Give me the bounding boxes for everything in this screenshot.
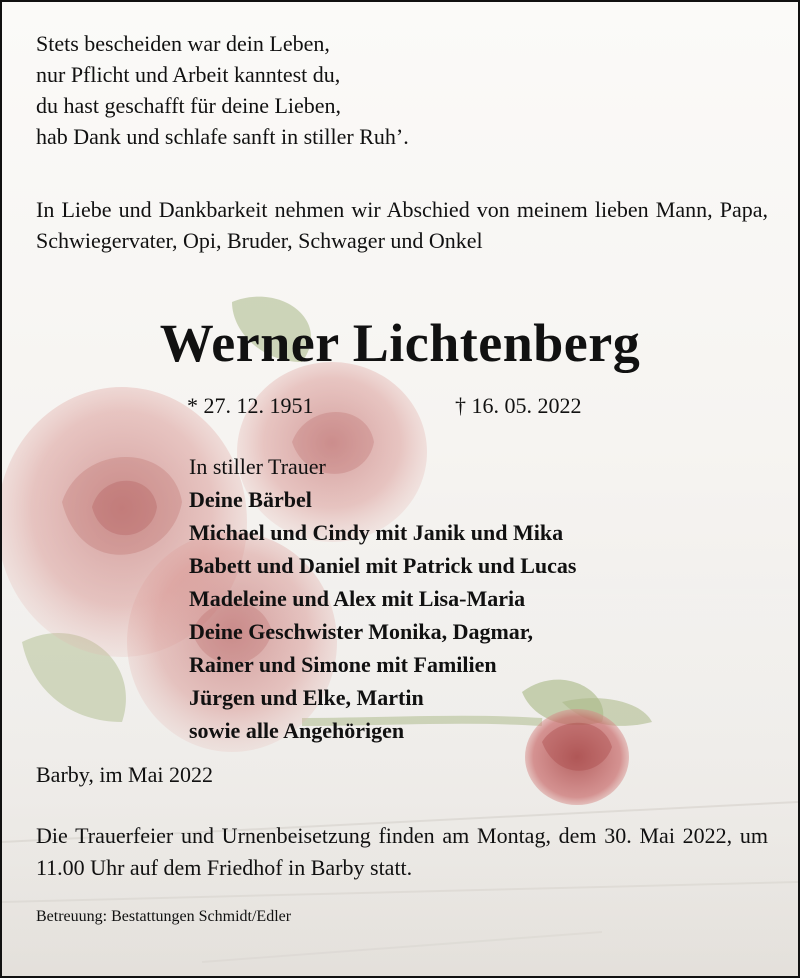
mourner-line: sowie alle Angehörigen <box>189 718 405 743</box>
mourner-line: Madeleine und Alex mit Lisa-Maria <box>189 586 526 611</box>
mourner-line: Babett und Daniel mit Patrick und Lucas <box>189 553 577 578</box>
mourner-line: Jürgen und Elke, Martin <box>189 685 424 710</box>
mourners-list <box>189 450 749 747</box>
poem-line: nur Pflicht und Arbeit kanntest du, <box>36 62 341 87</box>
deceased-name: Werner Lichtenberg <box>159 313 641 373</box>
death-date: † 16. 05. 2022 <box>455 393 582 418</box>
funeral-home-credit: Betreuung: Bestattungen Schmidt/Edler <box>36 908 292 925</box>
birth-date: * 27. 12. 1951 <box>187 393 314 418</box>
mourner-line: Rainer und Simone mit Familien <box>189 652 497 677</box>
poem-line: du hast geschafft für deine Lieben, <box>36 93 342 118</box>
intro-text: In Liebe und Dankbarkeit nehmen wir Abschied von meinem lieben Mann, Papa, Schwiegervater, Opi, Bruder, Schwager und Onkel <box>36 197 768 253</box>
poem-line: Stets bescheiden war dein Leben, <box>36 31 330 56</box>
mourner-line: Deine Bärbel <box>189 487 312 512</box>
mourners-lead: In stiller Trauer <box>189 454 326 479</box>
poem-verse <box>36 28 536 152</box>
funeral-notice: Die Trauerfeier und Urnenbeisetzung finden am Montag, dem 30. Mai 2022, um 11.00 Uhr auf dem Friedhof in Barby statt. <box>36 823 768 880</box>
mourner-line: Deine Geschwister Monika, Dagmar, <box>189 619 534 644</box>
poem-line: hab Dank und schlafe sanft in stiller Ruh’. <box>36 124 409 149</box>
mourner-line: Michael und Cindy mit Janik und Mika <box>189 520 564 545</box>
place-and-date: Barby, im Mai 2022 <box>36 762 213 787</box>
